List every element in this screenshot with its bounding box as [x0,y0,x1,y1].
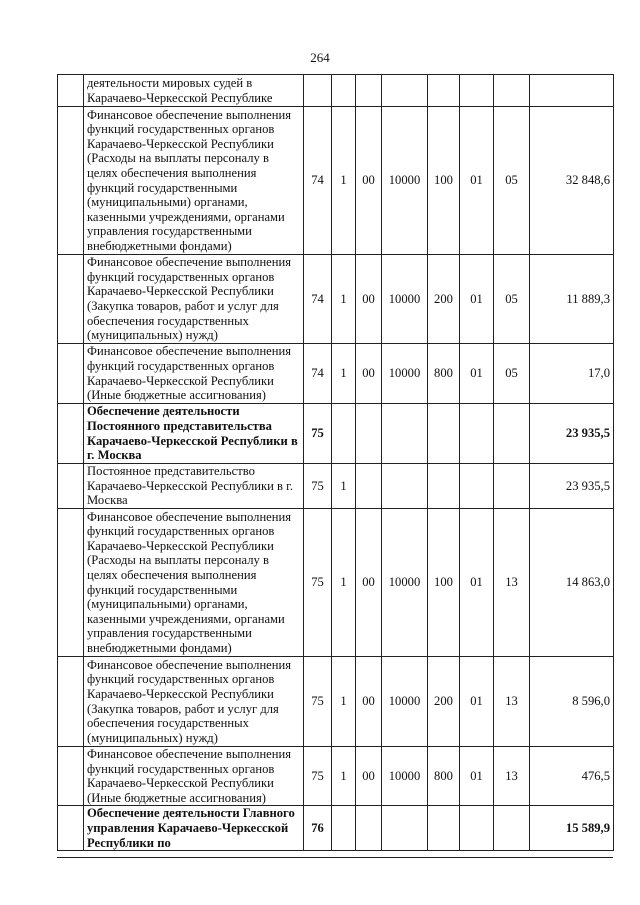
cell-subprogram-code [356,404,382,464]
cell-section-code: 01 [460,657,494,747]
cell-subsection-code [494,75,530,107]
cell-expense-type-code [428,806,460,851]
table-row [58,657,614,747]
cell-subprogram-code: 00 [356,509,382,657]
cell-amount: 23 935,5 [530,404,614,464]
cell-subprogram-code: 00 [356,657,382,747]
cell-expense-type-code: 100 [428,107,460,255]
cell-program-code [332,404,356,464]
cell-program-code [332,75,356,107]
cell-direction-code [382,404,428,464]
cell-subsection-code: 13 [494,509,530,657]
cell-section-code: 01 [460,107,494,255]
table-row [58,509,614,657]
cell-ministry-code: 75 [304,747,332,806]
cell-subprogram-code: 00 [356,747,382,806]
row-description: Финансовое обеспечение выполнения функций государственных органов Карачаево-Черкесской Республики (Закупка товаров, работ и услуг для обеспечения государственных (муниципальных) нужд) [84,255,304,344]
page-number: 264 [310,50,330,65]
row-index-cell [58,75,84,107]
row-description: Обеспечение деятельности Главного управления Карачаево-Черкесской Республики по [84,806,304,851]
cell-direction-code [382,806,428,851]
cell-section-code [460,75,494,107]
cell-section-code: 01 [460,509,494,657]
cell-expense-type-code [428,464,460,509]
cell-amount [530,75,614,107]
cell-program-code: 1 [332,747,356,806]
row-description: Финансовое обеспечение выполнения функций государственных органов Карачаево-Черкесской Республики (Расходы на выплаты персоналу в целях обеспечения выполнения функций государственными (муниципальными) органами, казенными учреждениями, органами управления государственными внебюджетными фондами) [84,509,304,657]
cell-direction-code: 10000 [382,255,428,344]
cell-subsection-code [494,806,530,851]
row-index-cell [58,657,84,747]
cell-ministry-code: 75 [304,509,332,657]
cell-amount: 476,5 [530,747,614,806]
cell-subsection-code [494,404,530,464]
row-index-cell [58,107,84,255]
table-row [58,107,614,255]
cell-subsection-code: 05 [494,255,530,344]
cell-subprogram-code: 00 [356,107,382,255]
cell-ministry-code: 74 [304,255,332,344]
cell-subprogram-code: 00 [356,255,382,344]
cell-amount: 8 596,0 [530,657,614,747]
cell-amount: 17,0 [530,344,614,404]
cell-subsection-code [494,464,530,509]
table-row [58,75,614,107]
row-index-cell [58,509,84,657]
row-index-cell [58,255,84,344]
cell-ministry-code: 74 [304,344,332,404]
row-description: Финансовое обеспечение выполнения функций государственных органов Карачаево-Черкесской Республики (Расходы на выплаты персоналу в целях обеспечения выполнения функций государственными (муниципальными) органами, казенными учреждениями, органами управления государственными внебюджетными фондами) [84,107,304,255]
cell-amount: 15 589,9 [530,806,614,851]
cell-expense-type-code [428,75,460,107]
cell-direction-code: 10000 [382,509,428,657]
page-bottom-rule [57,857,613,858]
cell-section-code: 01 [460,344,494,404]
cell-program-code: 1 [332,344,356,404]
cell-direction-code: 10000 [382,344,428,404]
cell-direction-code: 10000 [382,747,428,806]
cell-direction-code: 10000 [382,657,428,747]
cell-section-code: 01 [460,747,494,806]
table-row [58,344,614,404]
cell-expense-type-code: 800 [428,747,460,806]
cell-amount: 14 863,0 [530,509,614,657]
cell-subprogram-code [356,75,382,107]
cell-section-code [460,464,494,509]
cell-expense-type-code: 200 [428,255,460,344]
cell-direction-code: 10000 [382,107,428,255]
table-row [58,404,614,464]
cell-program-code: 1 [332,657,356,747]
row-description: деятельности мировых судей в Карачаево-Черкесской Республике [84,75,304,107]
cell-program-code: 1 [332,464,356,509]
row-description: Финансовое обеспечение выполнения функций государственных органов Карачаево-Черкесской Республики (Закупка товаров, работ и услуг для обеспечения государственных (муниципальных) нужд) [84,657,304,747]
cell-section-code [460,806,494,851]
cell-direction-code [382,464,428,509]
cell-ministry-code: 75 [304,404,332,464]
cell-ministry-code: 75 [304,464,332,509]
cell-program-code: 1 [332,509,356,657]
cell-subprogram-code [356,806,382,851]
cell-subprogram-code: 00 [356,344,382,404]
cell-expense-type-code: 100 [428,509,460,657]
cell-ministry-code: 75 [304,657,332,747]
row-description: Постоянное представительство Карачаево-Черкесской Республики в г. Москва [84,464,304,509]
cell-section-code [460,404,494,464]
table-row [58,806,614,851]
cell-subprogram-code [356,464,382,509]
row-index-cell [58,806,84,851]
cell-amount: 11 889,3 [530,255,614,344]
row-index-cell [58,464,84,509]
row-index-cell [58,404,84,464]
cell-ministry-code: 76 [304,806,332,851]
table-row [58,255,614,344]
cell-section-code: 01 [460,255,494,344]
cell-program-code: 1 [332,107,356,255]
cell-subsection-code: 05 [494,107,530,255]
cell-subsection-code: 13 [494,657,530,747]
cell-program-code: 1 [332,255,356,344]
row-description: Финансовое обеспечение выполнения функций государственных органов Карачаево-Черкесской Республики (Иные бюджетные ассигнования) [84,747,304,806]
cell-ministry-code [304,75,332,107]
cell-ministry-code: 74 [304,107,332,255]
cell-program-code [332,806,356,851]
table-row [58,464,614,509]
row-description: Финансовое обеспечение выполнения функций государственных органов Карачаево-Черкесской Республики (Иные бюджетные ассигнования) [84,344,304,404]
cell-subsection-code: 05 [494,344,530,404]
cell-expense-type-code [428,404,460,464]
table-row [58,747,614,806]
row-description: Обеспечение деятельности Постоянного представительства Карачаево-Черкесской Республики в г. Москва [84,404,304,464]
cell-expense-type-code: 800 [428,344,460,404]
row-index-cell [58,747,84,806]
cell-amount: 32 848,6 [530,107,614,255]
row-index-cell [58,344,84,404]
cell-subsection-code: 13 [494,747,530,806]
cell-amount: 23 935,5 [530,464,614,509]
budget-table [57,74,614,851]
cell-direction-code [382,75,428,107]
cell-expense-type-code: 200 [428,657,460,747]
